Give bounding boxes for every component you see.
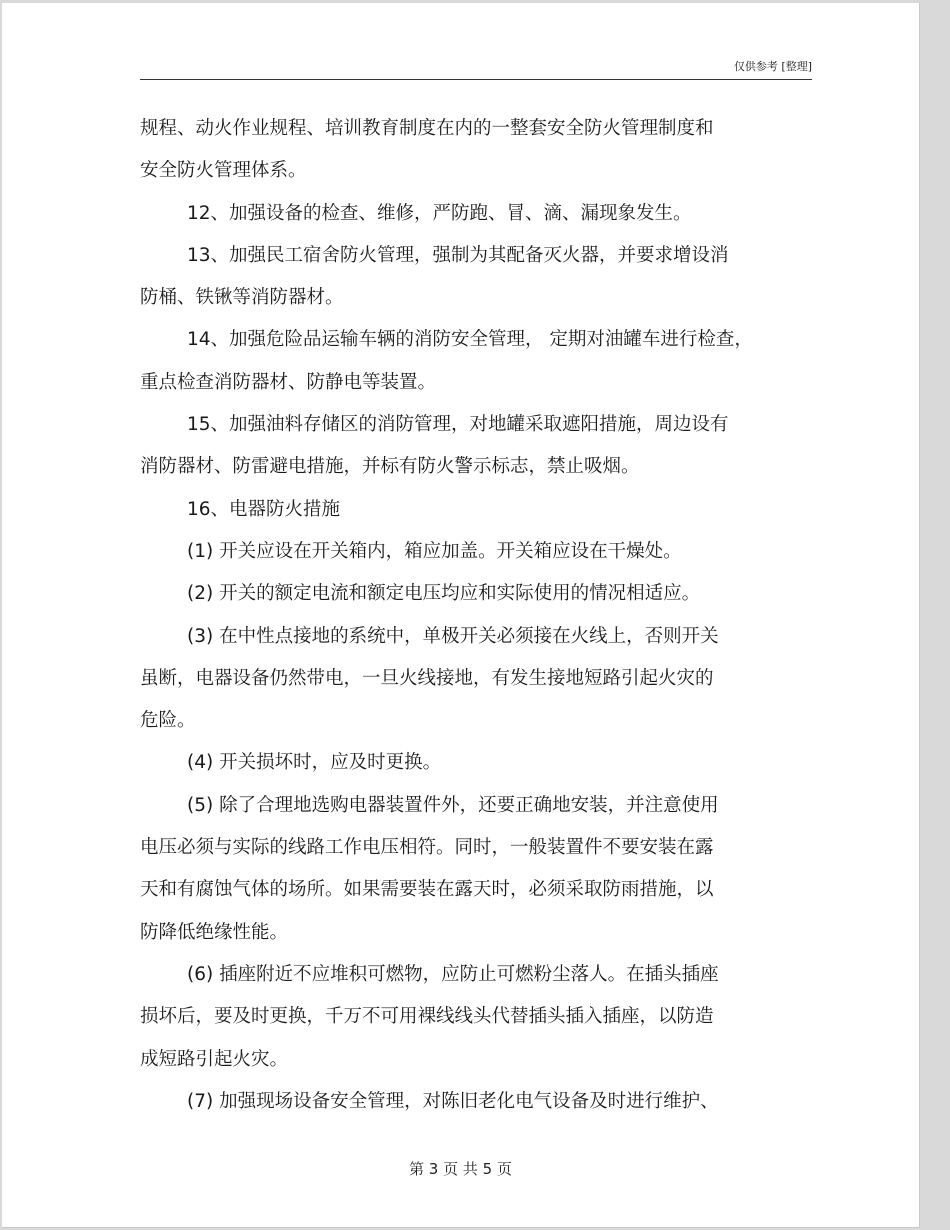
text-line: (1) 开关应设在开关箱内，箱应加盖。开关箱应设在干燥处。 [187, 540, 682, 562]
text-line: 防桶、铁锹等消防器材。 [140, 287, 344, 309]
text-line: (3) 在中性点接地的系统中，单极开关必须接在火线上，否则开关 [187, 625, 719, 647]
text-line: 重点检查消防器材、防静电等装置。 [140, 371, 437, 393]
page-header: 仅供参考 [整理] [733, 60, 812, 73]
text-line: 14、加强危险品运输车辆的消防安全管理， 定期对油罐车进行检查， [187, 329, 753, 351]
text-line: 危险。 [140, 710, 196, 732]
text-line: 虽断，电器设备仍然带电，一旦火线接地，有发生接地短路引起火灾的 [140, 667, 714, 689]
text-line: 13、加强民工宿舍防火管理，强制为其配备灭火器，并要求增设消 [187, 244, 729, 266]
text-line: 防降低绝缘性能。 [140, 921, 289, 943]
text-line: 损坏后，要及时更换，千万不可用裸线线头代替插头插入插座，以防造 [140, 1006, 714, 1028]
text-line: 15、加强油料存储区的消防管理，对地罐采取遮阳措施，周边设有 [187, 414, 729, 436]
text-line: 16、电器防火措施 [187, 498, 341, 520]
text-line: 电压必须与实际的线路工作电压相符。同时，一般装置件不要安装在露 [140, 837, 714, 859]
text-line: 消防器材、防雷避电措施，并标有防火警示标志，禁止吸烟。 [140, 456, 640, 478]
text-line: (4) 开关损坏时，应及时更换。 [187, 752, 442, 774]
text-line: 12、加强设备的检查、维修，严防跑、冒、滴、漏现象发生。 [187, 202, 692, 224]
text-line: 成短路引起火灾。 [140, 1048, 289, 1070]
text-line: (6) 插座附近不应堆积可燃物，应防止可燃粉尘落人。在插头插座 [187, 963, 719, 985]
text-line: 天和有腐蚀气体的场所。如果需要装在露天时，必须采取防雨措施，以 [140, 879, 714, 901]
text-line: 安全防火管理体系。 [140, 160, 307, 182]
document-page [2, 3, 920, 1228]
text-line: (5) 除了合理地选购电器装置件外，还要正确地安装，并注意使用 [187, 794, 719, 816]
page-footer: 第 3 页 共 5 页 [409, 1160, 512, 1178]
text-line: (7) 加强现场设备安全管理，对陈旧老化电气设备及时进行维护、 [187, 1090, 719, 1112]
text-line: 规程、动火作业规程、培训教育制度在内的一整套安全防火管理制度和 [140, 118, 714, 139]
text-line: (2) 开关的额定电流和额定电压均应和实际使用的情况相适应。 [187, 583, 701, 605]
document-body [140, 108, 800, 1123]
header-divider [140, 79, 812, 80]
